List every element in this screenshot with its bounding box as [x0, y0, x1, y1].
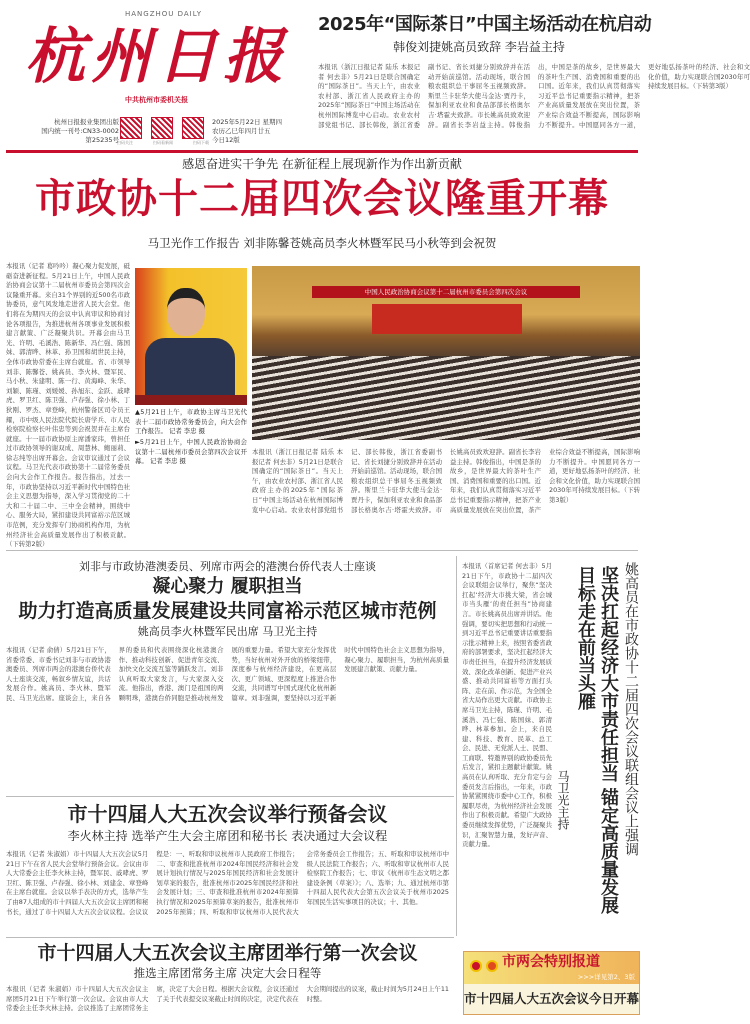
vertical-subhead: 马卫光主持	[556, 770, 570, 830]
tea-headline: 2025年“国际茶日”中国主场活动在杭启动	[318, 14, 652, 35]
masthead	[0, 0, 300, 150]
qr-labels	[117, 140, 209, 145]
cppcc-emblem-icon	[486, 960, 498, 972]
section-divider	[6, 550, 638, 551]
lead-headline: 市政协十二届四次会议隆重开幕	[35, 176, 609, 222]
hk-headline-1: 凝心聚力 履职担当	[152, 576, 303, 597]
presidium-body: 本报讯（记者 朱淑娟）市十四届人大五次会议主席团5月21日下午举行第一次会议。会议由市人大常委会主任李火林主持。会议推选了主席团常务主席，决定了大会日程。根据大会议程，会议还通过了关于代表提交议案截止时间的决定，决定代表在大会期间提出的议案，截止时间为5月24日上午11时整。	[6, 985, 449, 1013]
qr-code[interactable]	[120, 117, 142, 139]
section-divider	[6, 937, 454, 938]
page-count: 今日12版	[212, 136, 240, 144]
masthead-rule	[6, 150, 638, 153]
prep-meeting-article	[0, 802, 455, 927]
qr-code[interactable]	[151, 117, 173, 139]
caption-speaker: ▲5月21日上午，市政协主席马卫光代表十二届市政协常务委员会，向大会作工作报告。 记者 李忠 摄	[135, 408, 247, 436]
masthead-logo: 杭州日报	[25, 22, 289, 92]
prep-subhead: 李火林主持 选举产生大会主席团和秘书长 表决通过大会议程	[67, 829, 388, 843]
special-report-headline[interactable]: 市十四届人大五次会议今日开幕	[464, 984, 639, 1014]
speaker-photo	[135, 268, 247, 405]
special-report-title: 市两会特别报道	[502, 954, 600, 970]
section-divider	[6, 796, 454, 797]
prep-body: 本报讯（记者 朱淑娟）市十四届人大五次会议5月21日下午在省人民大会堂举行预备会议。会议由市人大常委会主任李火林主持，暨军民、戚哮虎、罗卫红、陈卫强、卢春强、徐小林、刘建金、章登峰在主席台就座。会议以举手表决的方式，选举产生了由87人组成的市十四届人大五次会议主席团和秘书长，通过了市十四届人大五次会议议程。会议议程是：一、听取和审议杭州市人民政府工作报告；二、审查和批准杭州市2024年国民经济和社会发展计划执行情况与2025年国民经济和社会发展计划草案的报告，批准杭州市2025年国民经济和社会发展计划；三、审查和批准杭州市2024年预算执行情况和2025年预算草案的报告，批准杭州市2025年预算；四、听取和审议杭州市人民代表大会常务委员会工作报告；五、听取和审议杭州市中级人民法院工作报告；六、听取和审议杭州市人民检察院工作报告；七、审议《杭州市生态文明之都建设条例（草案）》；八、选举；九、通过杭州市第十四届人民代表大会第五次会议关于杭州市2025年国民生活实事项目的决议；十、其他。	[6, 850, 449, 916]
tea-body: 本报讯（浙江日报记者 陆乐 本报记者 何去非）5月21日是联合国确定的“国际茶日”。当天上午，由农业农村部、浙江省人民政府主办的2025年“国际茶日”中国主场活动在杭州国际博览中心启动。农业农村部党组书记、部长韩俊，浙江省委副书记、省长刘捷分别致辞并在活动开始前巡馆。活动现场，联合国粮农组织总干事屈冬玉视频致辞。斯里兰卡驻华大使马金达·贾丹卡，保加利亚农业和食品部部长格奥尔吉·塔霍夫致辞。市长姚高员致欢迎辞。副省长李岩益主持。韩俊指出，中国是茶的故乡，是世界最大的茶叶生产国、消费国和重要的出口国。近年来，我们认真贯彻落实习近平总书记重要指示精神，把茶产业高质量发展放在突出位置，茶产业综合效益不断提高，国际影响力不断提升。中国愿同各方一道，更好地弘扬茶叶的经济、社会和文化价值，助力实现联合国2030年可持续发展目标。（下转第3版）	[318, 63, 750, 129]
special-report-banner[interactable]	[463, 951, 640, 1015]
lead-kicker: 感恩奋进实干争先 在新征程上展现新作为作出新贡献	[182, 157, 462, 171]
prep-headline: 市十四届人大五次会议举行预备会议	[67, 802, 388, 826]
qr-label: 扫码下载	[193, 140, 209, 145]
hk-subhead: 姚高员李火林暨军民出席 马卫光主持	[137, 625, 318, 638]
cn-number: 国内统一刊号:CN33-0002	[41, 127, 119, 135]
vertical-kicker: 姚高员在市政协十二届四次会议联组会议上强调	[623, 562, 639, 856]
lead-body-continued: 本报讯（浙江日报记者 陆乐 本报记者 何去非）5月21日是联合国确定的“国际茶日”。当天上午，由农业农村部、浙江省人民政府主办的2025年“国际茶日”中国主场活动在杭州国际博览中心启动。农业农村部党组书记、部长韩俊，浙江省委副书记、省长刘捷分别致辞并在活动开始前巡馆。活动现场，联合国粮农组织总干事屈冬玉视频致辞。斯里兰卡驻华大使马金达·贾丹卡，保加利亚农业和食品部部长格奥尔吉·塔霍夫致辞。市长姚高员致欢迎辞。副省长李岩益主持。韩俊指出，中国是茶的故乡，是世界最大的茶叶生产国、消费国和重要的出口国。近年来，我们认真贯彻落实习近平总书记重要指示精神，把茶产业高质量发展放在突出位置，茶产业综合效益不断提高，国际影响力不断提升。中国愿同各方一道，更好地弘扬茶叶的经济、社会和文化价值，助力实现联合国2030年可持续发展目标。（下转第3版）	[252, 448, 640, 514]
lead-body: 本报讯（记者 葛吟吟）凝心聚力促发展，砥砺奋进新征程。5月21日上午，中国人民政治协商会议第十二届杭州市委员会第四次会议隆重开幕。来自31个界别的近500名市政协委员，意气风发地走进省人民大会堂。他们将在为期四天的会议中认真审议和协商讨论各项报告，为推进杭州各项事业发展积极建言献策、广泛凝聚共识。开幕会由马卫光、许明、毛溪浩、陈新华、冯仁强、陈国妹、郭清晔、林革、孙卫国和胡世民主持，全体市政协常委在主席台就座。省、市领导刘非、陈馨苍、姚高员、李火林、暨军民、马小秋、朱建明、陈一行、黄海峰、朱华、刘颖、陈瑾、刘媛媛、孙旭东、金跃、戚哮虎、罗卫红、陈卫强、卢春强、徐小林、丁狄刚、罗杰、章登峰，杭州警备区司令员王耀，市中级人民法院代院长唐学兵、市人民检察院检察长叶伟忠等到会祝贺并在主席台就座。十一届市政协原主席潘家玮，曾担任过市政协领导的谢双成、周慧林、鲍丽莉、徐志纯等出席开幕会。会议审议通过了会议议程。马卫光代表市政协第十二届常务委员会向大会作工作报告。报告指出，过去一年，市政协坚持以习近平新时代中国特色社会主义思想为指导，深入学习贯彻党的二十大和二十届二中、三中全会精神，围绕中心、服务大局，紧扣建设共同富裕示范区城市范例，充分发挥专门协商机构作用，为杭州经济社会高质量发展作出了积极贡献。（下转第2版）	[6, 262, 130, 549]
national-emblem-icon	[470, 960, 482, 972]
hk-headline-2: 助力打造高质量发展建设共同富裕示范区城市范例	[18, 600, 437, 622]
publisher: 杭州日报报业集团出版	[54, 118, 119, 126]
presidium-article	[0, 942, 455, 1023]
vertical-headline: 坚决扛起经济大市责任担当 锚定高质量发展目标走在前当头雁	[575, 566, 619, 915]
issue-number: 第25235号	[85, 136, 119, 144]
special-report-ref[interactable]: >>>详见第2、3版	[577, 973, 635, 981]
date: 2025年5月22日 星期四	[212, 118, 283, 126]
masthead-subtitle: 中共杭州市委机关报	[125, 96, 188, 104]
qr-label: 扫码看新闻	[153, 140, 173, 145]
lead-subhead: 马卫光作工作报告 刘非陈馨苍姚高员李火林暨军民马小秋等到会祝贺	[147, 236, 497, 250]
tea-subhead: 韩俊刘捷姚高员致辞 李岩益主持	[393, 40, 565, 54]
joint-meeting-body: 本报讯（首席记者 何去非）5月21日下午，市政协十二届四次会议联组会议举行，聚焦“坚决扛起‘经济大市挑大梁，省会城市当头雁’的责任担当”协商建言。市长姚高员出席并讲话。他强调，要切实把思想和行动统一到习近平总书记重要讲话重要指示批示精神上来，按照省委省政府的部署要求，坚决扛起经济大市责任担当，在提升经济发展质效、深化改革创新、促进产业兴盛、推动共同富裕等方面打头阵、走在前、作示范，为全国全省大局作出更大贡献。市政协主席马卫光主持，陈瑾、许明、毛溪浩、冯仁强、陈国妹、郭清晔、林革参加。会上，来自民建、科技、教育、民革、总工会、民进、无党派人士、民盟、工商联、特邀界别的政协委员先后发言，紧扣主题献计献策。姚高员在认真听取、充分肯定与会委员发言后指出，一年来，市政协紧紧围绕市委中心工作，积极履职尽责，为杭州经济社会发展作出了积极贡献。希望广大政协委员继续发挥优势，广泛凝聚共识，汇聚智慧力量，发好声音、贡献力量。	[462, 562, 552, 849]
masthead-english: HANGZHOU DAILY	[125, 10, 202, 18]
hall-photo	[252, 266, 640, 440]
presidium-headline: 市十四届人大五次会议主席团举行第一次会议	[37, 942, 418, 964]
lunar-date: 农历乙巳年四月廿五	[212, 127, 271, 135]
hk-body: 本报讯（记者 俞倩）5月21日下午，省委常委、市委书记刘非与市政协港澳委员、列席市两会的港澳台侨代表人士座谈交流，畅叙乡情友谊，共话发展合作。姚高员、李火林、暨军民、马卫光出席。座谈会上，来自各界的委员和代表围绕深化杭港澳合作、推动科技创新、促进青年交流、加快文化交流互鉴等踊跃发言。刘非认真听取大家发言，与大家深入交流。他指出，香港、澳门是祖国的两颗明珠，港澳台侨同胞是推动杭州发展的重要力量。希望大家充分发挥优势，当好杭州对外开放的桥梁纽带，深度参与杭州经济建设，在更高层次、更广领域、更深程度上推进合作交流，共同谱写中国式现代化杭州新篇章。刘非强调，要坚持以习近平新时代中国特色社会主义思想为指导，凝心聚力、履职担当，为杭州高质量发展建言献策、贡献力量。	[6, 646, 449, 702]
hk-kicker: 刘非与市政协港澳委员、列席市两会的港澳台侨代表人士座谈	[79, 560, 376, 573]
hk-macao-article	[0, 560, 455, 788]
caption-hall: ►5月21日上午，中国人民政治协商会议第十二届杭州市委员会第四次会议开幕。 记者 李忠 摄	[135, 438, 247, 466]
presidium-subhead: 推选主席团常务主席 决定大会日程等	[133, 966, 322, 980]
hall-banner: 中国人民政治协商会议第十二届杭州市委员会第四次会议	[312, 286, 580, 298]
qr-code[interactable]	[182, 117, 204, 139]
tea-day-article	[318, 14, 750, 139]
qr-label: 扫码关注	[117, 140, 133, 145]
column-divider	[456, 556, 457, 936]
